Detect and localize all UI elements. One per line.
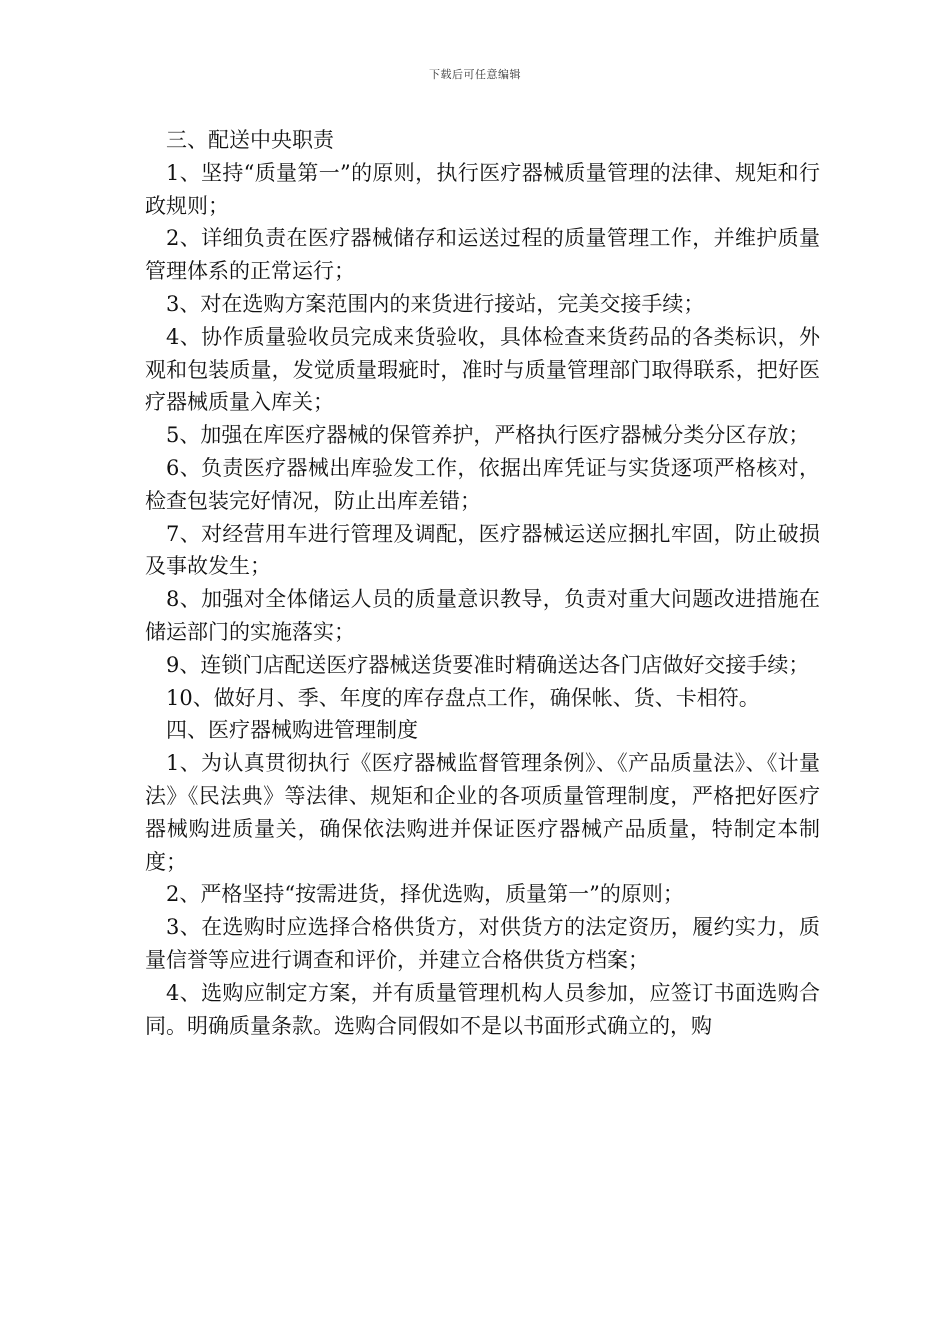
paragraph: 1、为认真贯彻执行《医疗器械监督管理条例》、《产品质量法》、《计量法》《民法典》等法律、规矩和企业的各项质量管理制度，严格把好医疗器械购进质量关，确保依法购进并保证医疗器械产品质量，特制定本制度； xyxy=(145,751,820,874)
paragraph: 3、对在选购方案范围内的来货进行接站，完美交接手续； xyxy=(166,291,705,316)
paragraph: 4、协作质量验收员完成来货验收，具体检查来货药品的各类标识，外观和包装质量，发觉质量瑕疵时，准时与质量管理部门取得联系，把好医疗器械质量入库关； xyxy=(145,324,820,415)
paragraph: 5、加强在库医疗器械的保管养护，严格执行医疗器械分类分区存放； xyxy=(166,423,810,448)
paragraph: 9、连锁门店配送医疗器械送货要准时精确送达各门店做好交接手续； xyxy=(166,652,810,677)
section-heading-3: 三、配送中央职责 xyxy=(166,128,334,152)
paragraph: 8、加强对全体储运人员的质量意识教导，负责对重大问题改进措施在储运部门的实施落实； xyxy=(145,587,820,644)
paragraph: 2、详细负责在医疗器械储存和运送过程的质量管理工作，并维护质量管理体系的正常运行； xyxy=(145,226,820,284)
section-heading-4: 四、医疗器械购进管理制度 xyxy=(166,718,418,743)
page-header: 下载后可任意编辑 xyxy=(429,68,521,81)
paragraph: 1、坚持“质量第一”的原则，执行医疗器械质量管理的法律、规矩和行政规则； xyxy=(145,160,820,218)
paragraph: 6、负责医疗器械出库验发工作，依据出库凭证与实货逐项严格核对，检查包装完好情况，防止出库差错； xyxy=(145,455,820,513)
paragraph: 10、做好月、季、年度的库存盘点工作，确保帐、货、卡相符。 xyxy=(166,685,760,710)
paragraph: 2、严格坚持“按需进货，择优选购，质量第一”的原则； xyxy=(166,882,684,907)
document-body xyxy=(145,124,820,1042)
paragraph: 3、在选购时应选择合格供货方，对供货方的法定资历，履约实力，质量信誉等应进行调查和评价，并建立合格供货方档案； xyxy=(145,915,820,972)
paragraph: 7、对经营用车进行管理及调配，医疗器械运送应捆扎牢固，防止破损及事故发生； xyxy=(145,521,820,579)
paragraph: 4、选购应制定方案，并有质量管理机构人员参加，应签订书面选购合同。明确质量条款。选购合同假如不是以书面形式确立的，购 xyxy=(145,980,820,1038)
